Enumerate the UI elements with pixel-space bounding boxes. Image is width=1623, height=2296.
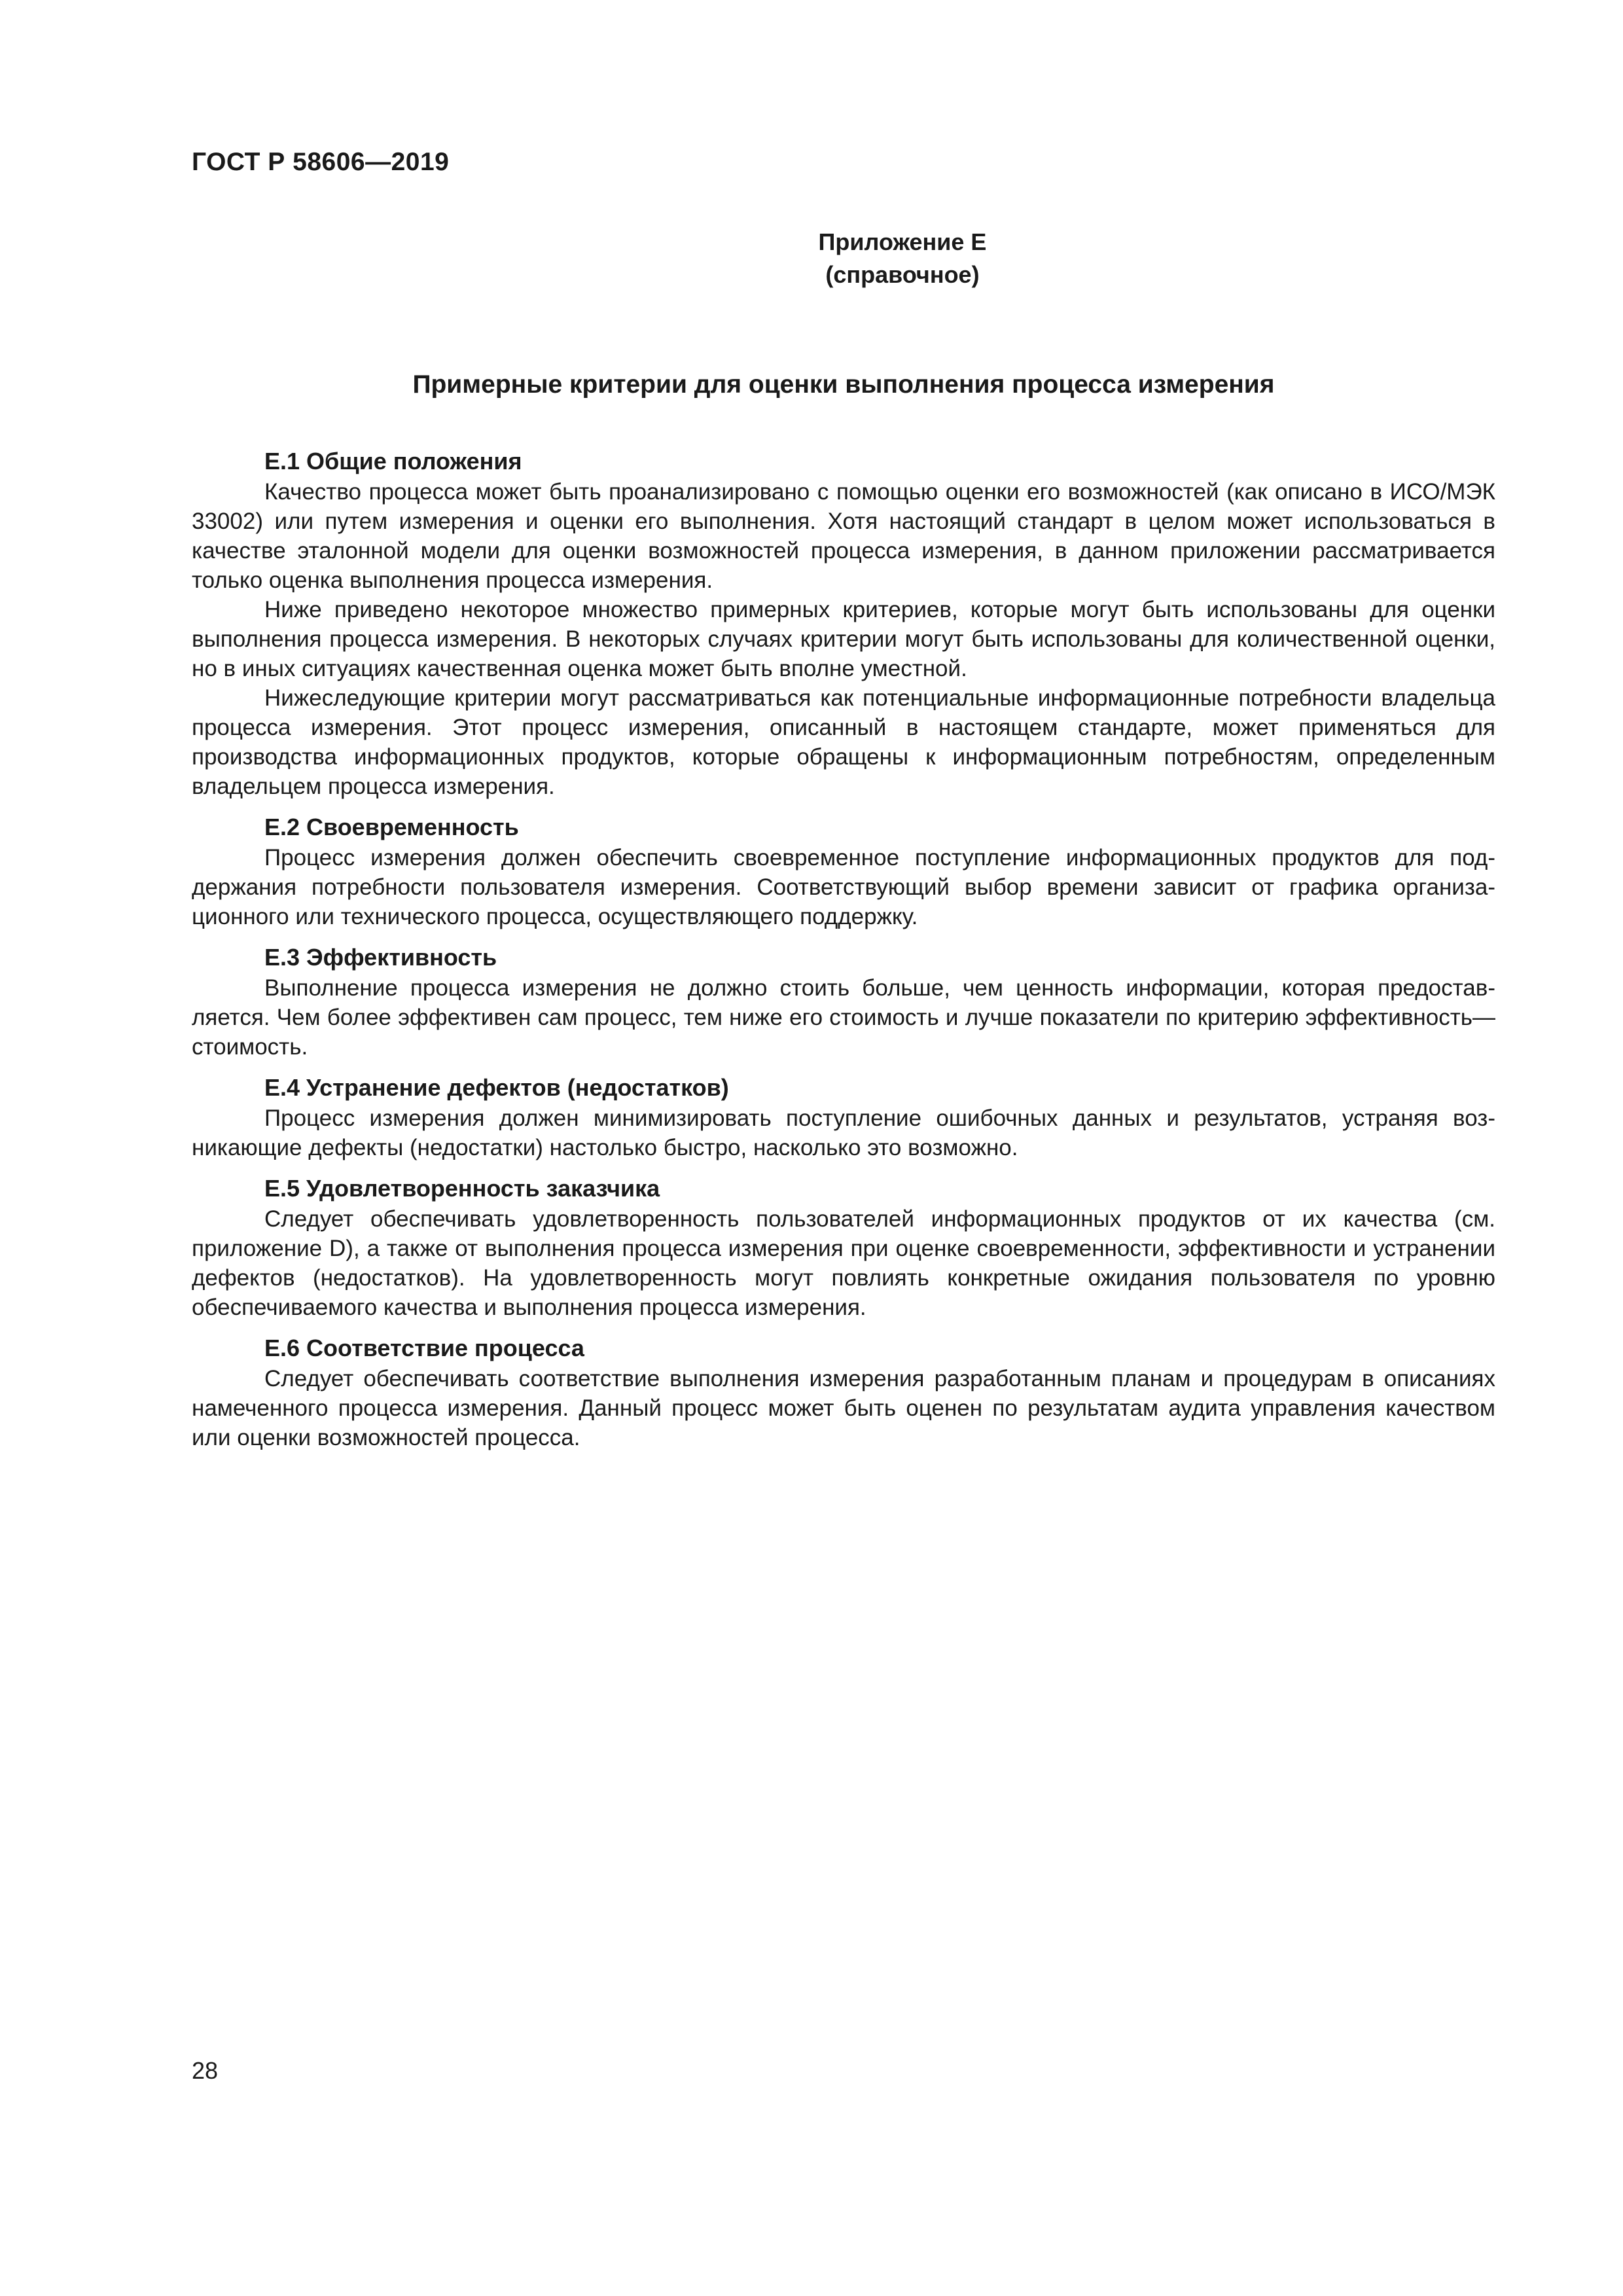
- section-heading: Е.6 Соответствие процесса: [264, 1335, 584, 1361]
- section-heading: Е.5 Удовлетворенность заказчика: [264, 1175, 660, 1202]
- paragraph: Процесс измерения должен минимизировать поступление ошибочных данных и результатов, устраняя возникающие дефекты (недостатки) настолько быстро, насколько это возможно.: [192, 1105, 1495, 1160]
- paragraph: Следует обеспечивать удовлетворенность пользователей информационных продуктов от их качества (см. приложение D), а также от выполнения процесса измерения при оценке своевременности, эффективности и устранении дефектов (недостатков). На удовлетворенность могут повлиять конкретные ожидания пользователя по уровню обеспечиваемого качества и выполнения процесса измерения.: [192, 1206, 1495, 1320]
- section-e6: [192, 1333, 1495, 1452]
- section-heading: Е.2 Своевременность: [264, 814, 519, 840]
- paragraph: Нижеследующие критерии могут рассматриваться как потенциальные информационные потребности владельца процесса измерения. Этот процесс измерения, описанный в настоящем стандарте, может применяться для производства информационных продуктов, которые обращены к информационным потребностям, определенным владельцем процесса измерения.: [192, 685, 1495, 799]
- annex-status: (справочное): [825, 261, 980, 288]
- section-e3: [192, 942, 1495, 1062]
- paragraph: Ниже приведено некоторое множество примерных критериев, которые могут быть использованы для оценки выполнения процесса измерения. В некоторых случаях критерии могут быть использованы для количественной оценки, но в иных ситуациях качественная оценка может быть вполне уместной.: [192, 597, 1495, 681]
- document-code: ГОСТ Р 58606—2019: [192, 148, 450, 176]
- page-number: 28: [192, 2057, 219, 2084]
- paragraph: Выполнение процесса измерения не должно стоить больше, чем ценность информации, которая предоставляется. Чем более эффективен сам процесс, тем ниже его стоимость и лучше показатели по критерию эффективность—стоимость.: [192, 975, 1495, 1060]
- section-heading: Е.4 Устранение дефектов (недостатков): [264, 1074, 729, 1101]
- document-body: [192, 446, 1495, 1452]
- section-e2: [192, 812, 1495, 931]
- annex-block: [0, 226, 1623, 291]
- annex-label: Приложение Е: [818, 228, 987, 255]
- paragraph: Качество процесса может быть проанализировано с помощью оценки его возможностей (как описано в ИСО/МЭК 33002) или путем измерения и оценки его выполнения. Хотя настоящий стандарт в целом может использоваться в качестве эталонной модели для оценки возможностей процесса измерения, в данном приложении рассматривается только оценка выполнения процесса измерения.: [192, 479, 1495, 593]
- section-e1: [192, 446, 1495, 801]
- section-e5: [192, 1174, 1495, 1322]
- paragraph: Процесс измерения должен обеспечить своевременное поступление информационных продуктов для поддержания потребности пользователя измерения. Соответствующий выбор времени зависит от графика организационного или технического процесса, осуществляющего поддержку.: [192, 845, 1495, 929]
- section-e4: [192, 1073, 1495, 1162]
- annex-title: Примерные критерии для оценки выполнения процесса измерения: [412, 370, 1275, 399]
- paragraph: Следует обеспечивать соответствие выполнения измерения разработанным планам и процедурам в описаниях намеченного процесса измерения. Данный процесс может быть оценен по результатам аудита управления качеством или оценки возможностей процесса.: [192, 1366, 1495, 1450]
- section-heading: Е.1 Общие положения: [264, 448, 522, 475]
- section-heading: Е.3 Эффективность: [264, 944, 497, 971]
